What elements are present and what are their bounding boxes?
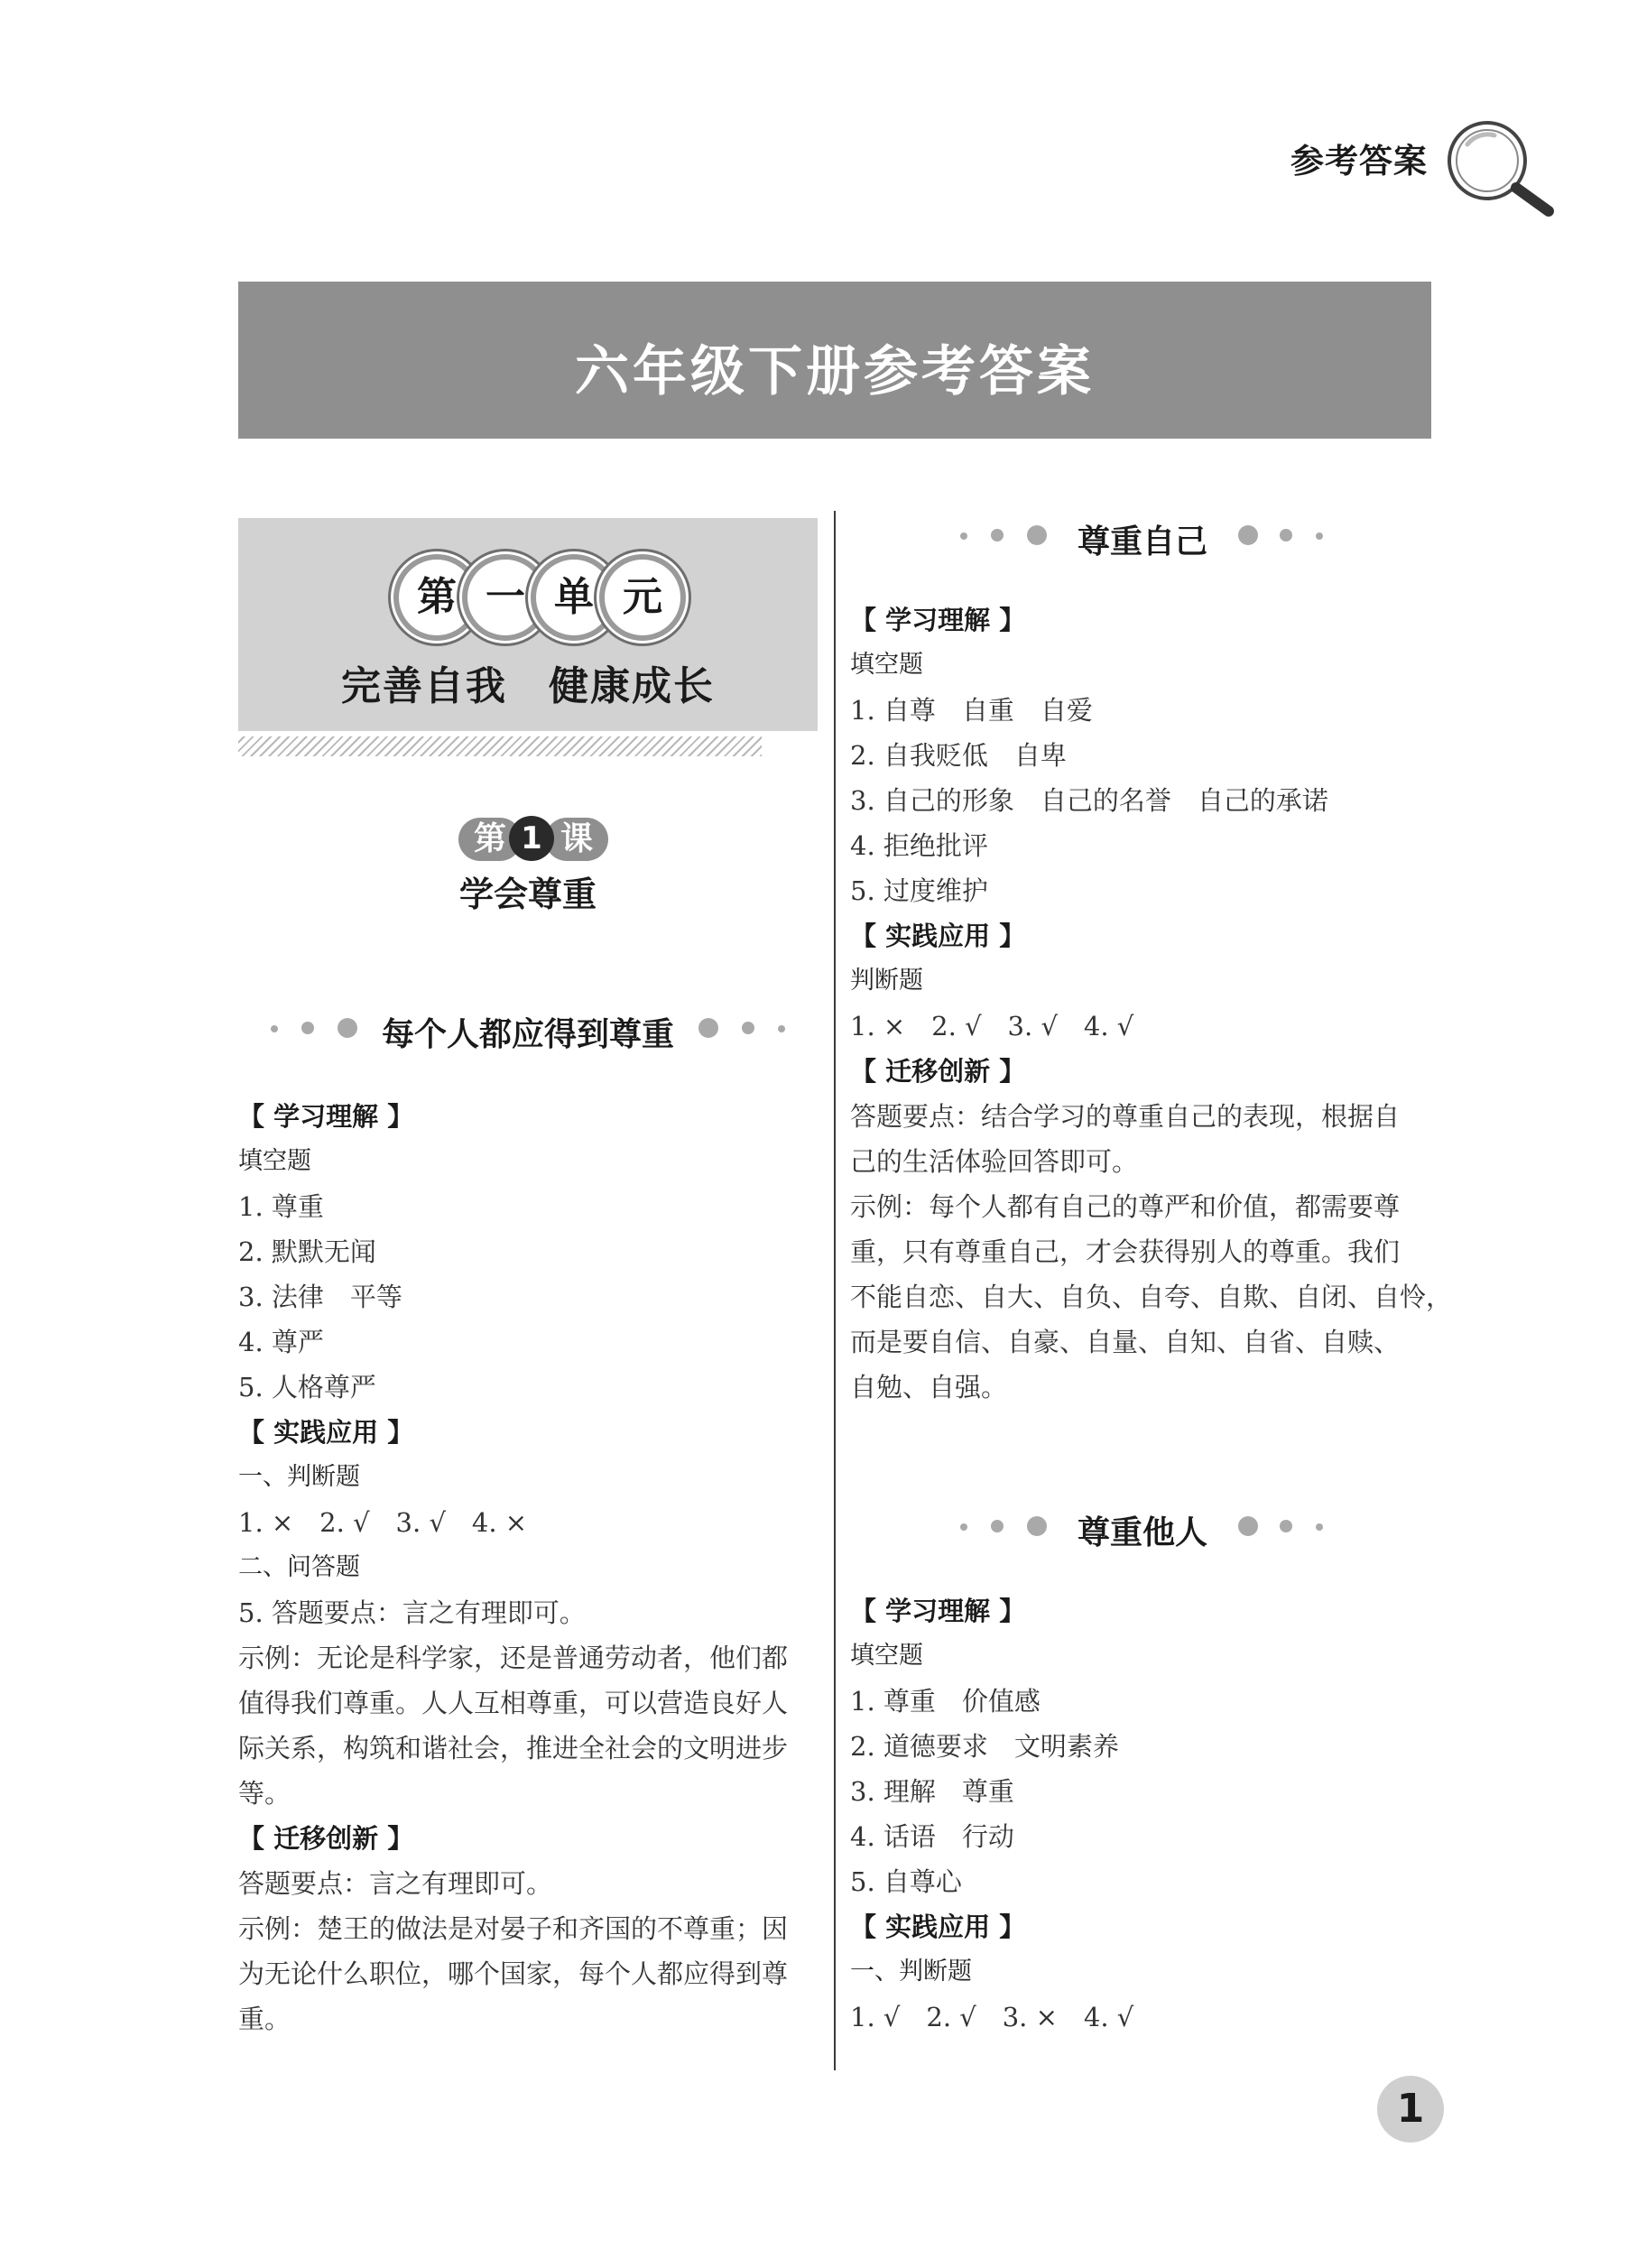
unit-char: 第 bbox=[393, 554, 480, 641]
answer-line: 重，只有尊重自己，才会获得别人的尊重。我们 bbox=[850, 1236, 1401, 1267]
column-divider bbox=[834, 511, 836, 2070]
question-type: 填空题 bbox=[238, 1147, 311, 1175]
dot bbox=[1280, 1520, 1292, 1532]
lesson-number: 1 bbox=[509, 816, 554, 861]
answer-line: 示例：楚王的做法是对晏子和齐国的不尊重；因 bbox=[238, 1913, 789, 1944]
answer-line: 1. 尊重 价值感 bbox=[850, 1686, 1041, 1717]
answer-line: 自勉、自强。 bbox=[850, 1372, 1008, 1402]
page-number: 1 bbox=[1377, 2076, 1444, 2143]
page-title: 六年级下册参考答案 bbox=[575, 340, 1095, 403]
answer-line: 4. 尊严 bbox=[238, 1327, 324, 1357]
answer-line: 等。 bbox=[238, 1778, 291, 1809]
unit-char: 元 bbox=[599, 554, 686, 641]
answer-line: 5. 答题要点：言之有理即可。 bbox=[238, 1597, 586, 1628]
question-type: 二、问答题 bbox=[238, 1553, 360, 1581]
answer-line: 示例：无论是科学家，还是普通劳动者，他们都 bbox=[238, 1643, 789, 1673]
section-label: 【 迁移创新 】 bbox=[850, 1056, 1026, 1087]
dot bbox=[742, 1022, 754, 1034]
answer-line: 际关系，构筑和谐社会，推进全社会的文明进步 bbox=[238, 1733, 789, 1763]
question-type: 判断题 bbox=[850, 967, 923, 995]
answer-line: 1. √ 2. √ 3. × 4. √ bbox=[850, 2002, 1134, 2032]
section-label: 【 学习理解 】 bbox=[238, 1101, 414, 1132]
answer-line: 5. 人格尊严 bbox=[238, 1372, 376, 1402]
answer-line: 1. 尊重 bbox=[238, 1191, 324, 1222]
section-label: 【 学习理解 】 bbox=[850, 1596, 1026, 1626]
answer-line: 2. 自我贬低 自卑 bbox=[850, 740, 1067, 771]
question-type: 填空题 bbox=[850, 1642, 923, 1670]
dot bbox=[1316, 532, 1323, 540]
header-label: 参考答案 bbox=[1290, 142, 1428, 181]
answer-line: 3. 法律 平等 bbox=[238, 1282, 402, 1312]
lesson-title: 学会尊重 bbox=[458, 875, 597, 914]
title-banner bbox=[238, 282, 1431, 439]
answer-line: 2. 道德要求 文明素养 bbox=[850, 1731, 1119, 1762]
question-type: 填空题 bbox=[850, 651, 923, 679]
answer-line: 示例：每个人都有自己的尊严和价值，都需要尊 bbox=[850, 1191, 1401, 1222]
answer-line: 重。 bbox=[238, 2004, 291, 2034]
section-label: 【 迁移创新 】 bbox=[238, 1823, 414, 1854]
right-column-text-1 bbox=[850, 597, 1453, 1410]
answer-line: 己的生活体验回答即可。 bbox=[850, 1146, 1139, 1177]
answer-line: 3. 自己的形象 自己的名誉 自己的承诺 bbox=[850, 785, 1328, 816]
section-heading-right-2 bbox=[953, 1502, 1332, 1556]
answer-line: 1. × 2. √ 3. √ 4. √ bbox=[850, 1011, 1134, 1041]
section-heading-right-1 bbox=[953, 511, 1332, 565]
answer-line: 5. 过度维护 bbox=[850, 875, 988, 906]
dot bbox=[778, 1025, 785, 1032]
section-label: 【 实践应用 】 bbox=[850, 1912, 1026, 1942]
unit-heading bbox=[393, 554, 664, 641]
lesson-prefix: 第 bbox=[458, 818, 522, 861]
answer-line: 4. 话语 行动 bbox=[850, 1821, 1014, 1852]
answer-line: 而是要自信、自豪、自量、自知、自省、自赎、 bbox=[850, 1327, 1401, 1357]
section-title: 尊重他人 bbox=[1077, 1514, 1207, 1551]
lesson-suffix: 课 bbox=[545, 818, 608, 861]
hatch-decoration bbox=[238, 736, 762, 756]
unit-subtitle: 完善自我 健康成长 bbox=[341, 663, 715, 709]
answer-line: 1. × 2. √ 3. √ 4. × bbox=[238, 1507, 528, 1538]
dot bbox=[1238, 525, 1258, 545]
section-label: 【 实践应用 】 bbox=[238, 1417, 414, 1448]
unit-box bbox=[238, 518, 818, 731]
question-type: 一、判断题 bbox=[850, 1958, 972, 1986]
unit-char: 单 bbox=[531, 554, 617, 641]
dot bbox=[1280, 529, 1292, 542]
dot bbox=[1316, 1523, 1323, 1531]
answer-line: 为无论什么职位，哪个国家，每个人都应得到尊 bbox=[238, 1958, 789, 1989]
answer-line: 4. 拒绝批评 bbox=[850, 830, 988, 861]
dot bbox=[698, 1018, 718, 1038]
answer-line: 3. 理解 尊重 bbox=[850, 1776, 1014, 1807]
section-label: 【 学习理解 】 bbox=[850, 605, 1026, 635]
answer-line: 不能自恋、自大、自负、自夸、自欺、自闭、自怜， bbox=[850, 1282, 1453, 1312]
magnifier-icon bbox=[1440, 117, 1558, 218]
dot bbox=[1238, 1516, 1258, 1536]
section-title: 尊重自己 bbox=[1077, 523, 1207, 560]
section-title: 每个人都应得到尊重 bbox=[381, 1016, 674, 1053]
answer-line: 1. 自尊 自重 自爱 bbox=[850, 695, 1093, 726]
answer-line: 2. 默默无闻 bbox=[238, 1236, 376, 1267]
section-heading-left bbox=[262, 1004, 794, 1058]
left-column-text bbox=[238, 1094, 834, 2041]
answer-line: 答题要点：结合学习的尊重自己的表现，根据自 bbox=[850, 1101, 1401, 1132]
question-type: 一、判断题 bbox=[238, 1463, 360, 1491]
lesson-badge bbox=[458, 816, 603, 863]
unit-char: 一 bbox=[462, 554, 549, 641]
answer-line: 答题要点：言之有理即可。 bbox=[238, 1868, 553, 1899]
section-label: 【 实践应用 】 bbox=[850, 921, 1026, 951]
answer-line: 5. 自尊心 bbox=[850, 1866, 962, 1897]
right-column-text-2 bbox=[850, 1588, 1437, 2040]
header bbox=[1263, 117, 1561, 226]
answer-line: 值得我们尊重。人人互相尊重，可以营造良好人 bbox=[238, 1688, 789, 1718]
